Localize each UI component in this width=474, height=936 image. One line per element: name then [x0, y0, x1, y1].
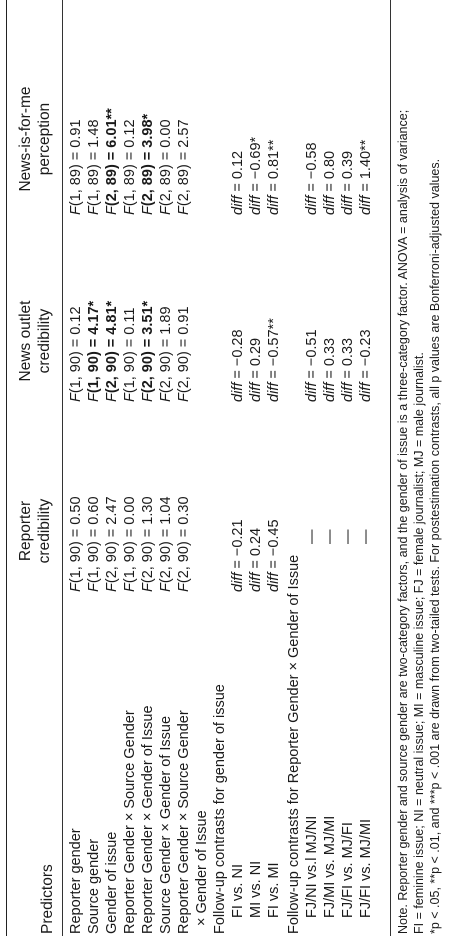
row-value-c3: F(1, 89) = 0.12 [122, 119, 138, 215]
row-value-c3: F(1, 89) = 0.91 [68, 119, 84, 215]
row-value-c1: F(2, 90) = 0.30 [176, 496, 192, 592]
row-predictor: FJ/MI vs. MJ/MI [322, 815, 338, 918]
row-value-c2: F(2, 90) = 3.51* [140, 300, 156, 402]
row-predictor: Follow-up contrasts for gender of issue [212, 684, 228, 934]
row-value-c1: diff = −0.45 [266, 519, 282, 592]
table-top-rule [6, 0, 7, 936]
row-value-c2: diff = 0.29 [248, 337, 264, 402]
row-value-c3: diff = 0.81** [266, 139, 282, 215]
row-value-c3: diff = −0.69* [248, 136, 264, 215]
row-value-c1: F(1, 90) = 0.50 [68, 496, 84, 592]
row-value-c1: F(1, 90) = 0.00 [122, 496, 138, 592]
row-predictor: Gender of issue [104, 831, 120, 934]
row-value-c2: F(1, 90) = 4.17* [86, 300, 102, 402]
row-value-c2: diff = −0.23 [358, 329, 374, 402]
row-value-c2: diff = 0.33 [340, 337, 356, 402]
row-value-c1: F(1, 90) = 0.60 [86, 496, 102, 592]
row-value-c2: diff = −0.51 [304, 329, 320, 402]
row-value-c1: diff = 0.24 [248, 527, 264, 592]
table-bottom-rule [390, 0, 391, 936]
row-predictor: Reporter gender [68, 828, 84, 934]
row-value-c2: diff = −0.28 [230, 329, 246, 402]
header-news-is-for-me: News-is-for-me perception [17, 86, 53, 192]
header-predictors: Predictors [39, 864, 56, 934]
header-rule [62, 0, 63, 936]
row-value-c2: F(2, 90) = 4.81* [104, 300, 120, 402]
row-value-c3: F(2, 89) = 2.57 [176, 119, 192, 215]
row-value-c3: F(2, 89) = 0.00 [158, 119, 174, 215]
header-news-outlet-credibility: News outlet credibility [17, 300, 53, 382]
table-note-1: Note. Reporter gender and source gender are two-category factors, and the gender of issue is a three-category factor. ANOVA = analysis of variance; [396, 109, 410, 934]
row-value-c3: diff = 0.12 [230, 150, 246, 215]
row-value-c1: — [322, 529, 338, 544]
row-value-c1: — [304, 529, 320, 544]
row-predictor: FI vs. MI [266, 862, 282, 918]
row-value-c2: F(2, 90) = 0.91 [176, 306, 192, 402]
row-value-c1: F(2, 90) = 1.04 [158, 496, 174, 592]
row-value-c3: F(2, 89) = 3.98* [140, 113, 156, 215]
row-value-c2: F(1, 90) = 0.12 [68, 306, 84, 402]
row-predictor: Source gender [86, 838, 102, 934]
row-predictor: FJ/FI vs. MJ/MI [358, 818, 374, 918]
table-note-2: FI = feminine issue; NI = neutral issue; MI = masculine issue; FJ = female journalist; MJ = male journalist. [412, 352, 426, 934]
row-predictor: FJ/FI vs. MJ/FI [340, 822, 356, 918]
header-reporter-credibility: Reporter credibility [17, 498, 53, 564]
row-value-c1: — [358, 529, 374, 544]
row-value-c3: diff = −0.58 [304, 142, 320, 215]
row-predictor: FI vs. NI [230, 864, 246, 918]
row-predictor: Reporter Gender × Source Gender [122, 710, 138, 934]
row-value-c3: F(1, 89) = 1.48 [86, 119, 102, 215]
row-value-c3: diff = 1.40** [358, 139, 374, 215]
row-predictor: Follow-up contrasts for Reporter Gender × Gender of Issue [286, 554, 302, 934]
row-value-c2: diff = 0.33 [322, 337, 338, 402]
row-predictor: Reporter Gender × Source Gender [176, 710, 192, 934]
row-predictor: FJ/NI vs.l MJ/NI [304, 815, 320, 918]
row-predictor: × Gender of Issue [194, 810, 210, 926]
row-value-c1: F(2, 90) = 2.47 [104, 496, 120, 592]
row-value-c2: F(1, 90) = 0.11 [122, 307, 138, 402]
row-predictor: MI vs. NI [248, 860, 264, 918]
row-value-c1: F(2, 90) = 1.30 [140, 496, 156, 592]
row-predictor: Reporter Gender × Gender of Issue [140, 705, 156, 934]
row-value-c2: diff = −0.57** [266, 318, 282, 402]
row-value-c3: F(2, 89) = 6.01** [104, 108, 120, 215]
row-value-c2: F(2, 90) = 1.89 [158, 306, 174, 402]
row-value-c1: diff = −0.21 [230, 519, 246, 592]
row-predictor: Source Gender × Gender of Issue [158, 715, 174, 934]
row-value-c3: diff = 0.39 [340, 150, 356, 215]
row-value-c3: diff = 0.80 [322, 150, 338, 215]
table-note-3: *p < .05, **p < .01, and ***p < .001 are drawn from two-tailed tests. For postestimation contrasts, all p values are Bonferroni-adjusted values. [428, 158, 442, 934]
row-value-c1: — [340, 529, 356, 544]
